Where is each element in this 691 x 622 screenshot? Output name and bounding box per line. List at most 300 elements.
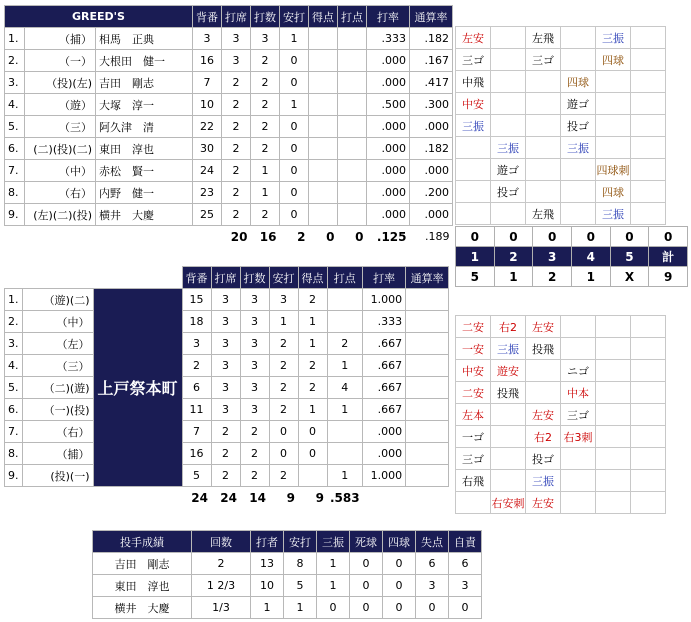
batting-order: 5.: [5, 116, 25, 138]
stat-rbi: [338, 116, 367, 138]
pitching-stat: 1: [317, 575, 350, 597]
total-r: 0: [326, 229, 335, 244]
stat-h: 2: [269, 465, 298, 487]
linescore-bottom: 1: [494, 267, 533, 287]
stat-ab: 2: [251, 72, 280, 94]
play-result: 三振: [596, 27, 631, 49]
stat-h: 1: [269, 311, 298, 333]
play-result: 左安: [526, 404, 561, 426]
plays-row: [456, 49, 666, 71]
play-result: 二安: [456, 382, 491, 404]
stat-pa: 3: [211, 377, 240, 399]
pitching-stat: 3: [449, 575, 482, 597]
stat-avg: .000: [363, 421, 406, 443]
play-result: [596, 338, 631, 360]
team2-plays-grid: [455, 315, 666, 514]
play-result: 遊ゴ: [561, 93, 596, 115]
batter-row: [5, 333, 449, 355]
play-result: [631, 71, 666, 93]
play-result: [596, 426, 631, 448]
plays-row: [456, 93, 666, 115]
stat-ab: 2: [251, 138, 280, 160]
stat-avg: .667: [363, 333, 406, 355]
play-result: [456, 203, 491, 225]
linescore-bottom: 2: [533, 267, 572, 287]
stat-rbi: [338, 138, 367, 160]
stat-r: [309, 204, 338, 226]
stat-pa: 3: [222, 50, 251, 72]
pitcher-name: 横井 大慶: [93, 597, 192, 619]
stat-rbi: [338, 94, 367, 116]
stat-r: 0: [298, 421, 327, 443]
play-result: [596, 470, 631, 492]
stat-pa: 2: [222, 204, 251, 226]
plays-row: [456, 115, 666, 137]
play-result: [631, 316, 666, 338]
stat-r: 1: [298, 311, 327, 333]
play-result: 三ゴ: [456, 448, 491, 470]
pitching-stat: 0: [350, 597, 383, 619]
position: (投)(一): [22, 465, 93, 487]
total-pa: 20: [230, 229, 248, 244]
pitching-stat: 0: [383, 553, 416, 575]
stat-h: 2: [269, 377, 298, 399]
stat-avg: .000: [367, 160, 410, 182]
stat-ab: 3: [240, 355, 269, 377]
play-result: [631, 404, 666, 426]
play-result: [526, 181, 561, 203]
play-result: [561, 181, 596, 203]
play-result: 二安: [456, 316, 491, 338]
play-result: [596, 382, 631, 404]
stat-no: 3: [193, 28, 222, 50]
play-result: [631, 426, 666, 448]
play-result: 右安刺: [491, 492, 526, 514]
play-result: 三ゴ: [561, 404, 596, 426]
linescore-top: 0: [494, 227, 533, 247]
play-result: [596, 137, 631, 159]
plays-row: [456, 404, 666, 426]
play-result: [456, 181, 491, 203]
position: （遊)(二): [22, 289, 93, 311]
stat-pa: 2: [222, 116, 251, 138]
total-h: 14: [249, 490, 266, 505]
header-ab: 打数: [251, 6, 280, 28]
linescore-top: 0: [571, 227, 610, 247]
play-result: [561, 27, 596, 49]
stat-rbi: [327, 421, 363, 443]
batting-order: 7.: [5, 160, 25, 182]
stat-pa: 3: [211, 355, 240, 377]
stat-avg: .000: [367, 204, 410, 226]
player-name: 横井 大慶: [96, 204, 193, 226]
stat-pa: 2: [222, 94, 251, 116]
stat-r: [309, 182, 338, 204]
play-result: [456, 137, 491, 159]
batter-row: [5, 182, 453, 204]
total-ab: 16: [259, 229, 277, 244]
stat-h: 0: [269, 421, 298, 443]
stat-avg: .000: [367, 50, 410, 72]
batter-row: [5, 116, 453, 138]
play-result: [491, 448, 526, 470]
stat-ab: 3: [240, 377, 269, 399]
stat-tavg: .300: [410, 94, 453, 116]
plays-row: [456, 470, 666, 492]
stat-no: 7: [182, 421, 211, 443]
stat-h: 2: [269, 333, 298, 355]
batter-row: [5, 311, 449, 333]
position: （左）: [22, 333, 93, 355]
play-result: [526, 115, 561, 137]
stat-ab: 2: [251, 116, 280, 138]
stat-ab: 2: [240, 465, 269, 487]
batting-order: 4.: [5, 94, 25, 116]
pitcher-row: [93, 553, 482, 575]
play-result: 三振: [561, 137, 596, 159]
stat-rbi: [338, 182, 367, 204]
stat-h: 0: [280, 204, 309, 226]
play-result: [561, 470, 596, 492]
play-result: 中本: [561, 382, 596, 404]
play-result: 三振: [526, 470, 561, 492]
batting-order: 9.: [5, 465, 23, 487]
batter-row: [5, 465, 449, 487]
stat-ab: 3: [240, 399, 269, 421]
player-name: 大根田 健一: [96, 50, 193, 72]
header-pa: 打席: [222, 6, 251, 28]
play-result: [491, 27, 526, 49]
stat-no: 22: [193, 116, 222, 138]
plays-row: [456, 159, 666, 181]
header-tavg: 通算率: [410, 6, 453, 28]
play-result: 投ゴ: [491, 181, 526, 203]
pitching-stat: 6: [449, 553, 482, 575]
total-avg: .583: [330, 490, 360, 505]
play-result: 三ゴ: [456, 49, 491, 71]
pitching-header: 三振: [317, 531, 350, 553]
pitching-stat: 1: [251, 597, 284, 619]
pitching-stat: 3: [416, 575, 449, 597]
header-no: 背番: [182, 267, 211, 289]
stat-avg: .000: [367, 116, 410, 138]
batter-row: [5, 204, 453, 226]
player-name: 赤松 賢一: [96, 160, 193, 182]
play-result: [596, 360, 631, 382]
plays-row: [456, 203, 666, 225]
linescore-bottom: 5: [456, 267, 495, 287]
batting-order: 3.: [5, 333, 23, 355]
play-result: [631, 93, 666, 115]
play-result: 三振: [456, 115, 491, 137]
pitching-stat: 1 2/3: [192, 575, 251, 597]
header-pa: 打席: [211, 267, 240, 289]
pitching-header: 回数: [192, 531, 251, 553]
play-result: 中飛: [456, 71, 491, 93]
play-result: [631, 338, 666, 360]
pitcher-name: 東田 淳也: [93, 575, 192, 597]
stat-no: 3: [182, 333, 211, 355]
play-result: [491, 426, 526, 448]
linescore-top: 0: [456, 227, 495, 247]
stat-rbi: 1: [327, 399, 363, 421]
position: （一)(投): [22, 399, 93, 421]
play-result: 三ゴ: [526, 49, 561, 71]
play-result: 中安: [456, 93, 491, 115]
linescore-innings: 1: [456, 247, 495, 267]
play-result: [491, 470, 526, 492]
stat-tavg: [406, 421, 449, 443]
batter-row: [5, 399, 449, 421]
plays-row: [456, 448, 666, 470]
stat-h: 0: [280, 160, 309, 182]
play-result: [526, 159, 561, 181]
stat-rbi: [327, 443, 363, 465]
stat-avg: .500: [367, 94, 410, 116]
play-result: 遊ゴ: [491, 159, 526, 181]
play-result: [631, 137, 666, 159]
play-result: [526, 93, 561, 115]
linescore-top: 0: [610, 227, 649, 247]
stat-h: 0: [280, 50, 309, 72]
stat-r: 2: [298, 355, 327, 377]
play-result: [561, 203, 596, 225]
stat-r: [309, 50, 338, 72]
pitching-stat: 6: [416, 553, 449, 575]
play-result: [526, 137, 561, 159]
play-result: [561, 159, 596, 181]
pitching-stat: 0: [416, 597, 449, 619]
stat-r: 2: [298, 289, 327, 311]
stat-tavg: [406, 311, 449, 333]
header-no: 背番: [193, 6, 222, 28]
play-result: [631, 470, 666, 492]
pitcher-row: [93, 575, 482, 597]
stat-tavg: .167: [410, 50, 453, 72]
stat-rbi: [338, 160, 367, 182]
total-pa: 24: [191, 490, 208, 505]
stat-avg: .333: [363, 311, 406, 333]
stat-ab: 1: [251, 160, 280, 182]
batter-row: [5, 443, 449, 465]
header-r: 得点: [298, 267, 327, 289]
play-result: 右飛: [456, 470, 491, 492]
play-result: 四球: [596, 49, 631, 71]
play-result: [631, 49, 666, 71]
total-ab: 24: [220, 490, 237, 505]
play-result: 左本: [456, 404, 491, 426]
stat-h: 0: [269, 443, 298, 465]
stat-pa: 3: [211, 289, 240, 311]
pitching-header: 打者: [251, 531, 284, 553]
pitching-stat: 8: [284, 553, 317, 575]
linescore-bottom: 9: [649, 267, 688, 287]
batter-row: [5, 289, 449, 311]
stat-no: 16: [182, 443, 211, 465]
pitching-stat: 0: [449, 597, 482, 619]
stat-no: 10: [193, 94, 222, 116]
header-avg: 打率: [363, 267, 406, 289]
stat-rbi: [338, 28, 367, 50]
header-rbi: 打点: [338, 6, 367, 28]
header-ab: 打数: [240, 267, 269, 289]
linescore-innings: 5: [610, 247, 649, 267]
stat-no: 30: [193, 138, 222, 160]
team2-batting-table: [4, 266, 449, 508]
batter-row: [5, 355, 449, 377]
batting-order: 9.: [5, 204, 25, 226]
plays-row: [456, 181, 666, 203]
stat-no: 16: [193, 50, 222, 72]
stat-pa: 2: [211, 465, 240, 487]
play-result: 左安: [526, 492, 561, 514]
play-result: ニゴ: [561, 360, 596, 382]
position: （遊）: [25, 94, 96, 116]
header-rbi: 打点: [327, 267, 363, 289]
stat-r: [298, 465, 327, 487]
linescore-bottom: 1: [571, 267, 610, 287]
batting-order: 6.: [5, 399, 23, 421]
linescore-innings: 2: [494, 247, 533, 267]
stat-no: 15: [182, 289, 211, 311]
linescore-innings: 4: [571, 247, 610, 267]
stat-h: 3: [269, 289, 298, 311]
play-result: 投飛: [491, 382, 526, 404]
play-result: 三振: [596, 203, 631, 225]
stat-h: 1: [280, 28, 309, 50]
stat-rbi: [327, 289, 363, 311]
team1-name: GREED'S: [5, 6, 193, 28]
stat-r: 1: [298, 399, 327, 421]
stat-no: 18: [182, 311, 211, 333]
batter-row: [5, 160, 453, 182]
stat-avg: .000: [363, 443, 406, 465]
linescore-top: 0: [533, 227, 572, 247]
play-result: 左安: [456, 27, 491, 49]
stat-rbi: 1: [327, 465, 363, 487]
pitching-stat: 0: [383, 597, 416, 619]
total-rbi: 9: [315, 490, 324, 505]
play-result: [596, 115, 631, 137]
batting-order: 1.: [5, 289, 23, 311]
total-avg: .125: [376, 229, 407, 244]
batting-order: 2.: [5, 50, 25, 72]
play-result: [561, 448, 596, 470]
stat-ab: 2: [251, 94, 280, 116]
play-result: 三振: [491, 137, 526, 159]
stat-h: 0: [280, 72, 309, 94]
stat-tavg: [406, 333, 449, 355]
batting-order: 2.: [5, 311, 23, 333]
play-result: [631, 159, 666, 181]
play-result: [491, 404, 526, 426]
batting-order: 5.: [5, 377, 23, 399]
linescore-bottom: X: [610, 267, 649, 287]
stat-tavg: [406, 289, 449, 311]
header-h: 安打: [280, 6, 309, 28]
position: （右）: [22, 421, 93, 443]
stat-pa: 3: [211, 399, 240, 421]
stat-rbi: 1: [327, 355, 363, 377]
stat-h: 0: [280, 138, 309, 160]
stat-tavg: [406, 399, 449, 421]
position: （三）: [25, 116, 96, 138]
stat-no: 25: [193, 204, 222, 226]
header-avg: 打率: [367, 6, 410, 28]
play-result: [561, 49, 596, 71]
position: （中）: [25, 160, 96, 182]
play-result: [631, 382, 666, 404]
stat-avg: .667: [363, 377, 406, 399]
linescore-innings: 3: [533, 247, 572, 267]
stat-avg: .000: [367, 138, 410, 160]
stat-pa: 3: [211, 333, 240, 355]
stat-tavg: .000: [410, 160, 453, 182]
pitching-stat: 0: [383, 575, 416, 597]
stat-tavg: .000: [410, 116, 453, 138]
stat-rbi: [338, 50, 367, 72]
stat-no: 5: [182, 465, 211, 487]
position: （中）: [22, 311, 93, 333]
batter-row: [5, 94, 453, 116]
play-result: 一安: [456, 338, 491, 360]
pitching-header: 安打: [284, 531, 317, 553]
stat-ab: 2: [251, 204, 280, 226]
batting-order: 8.: [5, 182, 25, 204]
batter-row: [5, 28, 453, 50]
stat-rbi: 4: [327, 377, 363, 399]
pitching-stat: 0: [350, 553, 383, 575]
plays-row: [456, 316, 666, 338]
play-result: [631, 492, 666, 514]
play-result: 投飛: [526, 338, 561, 360]
position: (左)(二)(投): [25, 204, 96, 226]
stat-ab: 3: [240, 333, 269, 355]
play-result: 四球刺: [596, 159, 631, 181]
batting-order: 7.: [5, 421, 23, 443]
total-rbi: 0: [355, 229, 364, 244]
player-name: 東田 淳也: [96, 138, 193, 160]
stat-h: 2: [269, 355, 298, 377]
team1-plays-grid: [455, 26, 666, 225]
stat-rbi: [338, 204, 367, 226]
play-result: 投ゴ: [526, 448, 561, 470]
stat-tavg: [406, 355, 449, 377]
batter-row: [5, 72, 453, 94]
position: （二)(遊): [22, 377, 93, 399]
stat-avg: .000: [367, 182, 410, 204]
play-result: 四球: [596, 181, 631, 203]
stat-r: [309, 160, 338, 182]
batter-row: [5, 138, 453, 160]
pitching-header: 投手成績: [93, 531, 192, 553]
stat-r: 1: [298, 333, 327, 355]
stat-tavg: .182: [410, 28, 453, 50]
pitching-stat: 0: [350, 575, 383, 597]
header-tavg: 通算率: [406, 267, 449, 289]
stat-tavg: [406, 377, 449, 399]
stat-h: 1: [280, 94, 309, 116]
pitching-header: 四球: [383, 531, 416, 553]
plays-row: [456, 382, 666, 404]
play-result: [526, 360, 561, 382]
stat-pa: 2: [211, 421, 240, 443]
pitching-header: 死球: [350, 531, 383, 553]
pitcher-row: [93, 597, 482, 619]
stat-avg: .000: [367, 72, 410, 94]
stat-avg: 1.000: [363, 289, 406, 311]
pitching-table: [92, 530, 482, 619]
